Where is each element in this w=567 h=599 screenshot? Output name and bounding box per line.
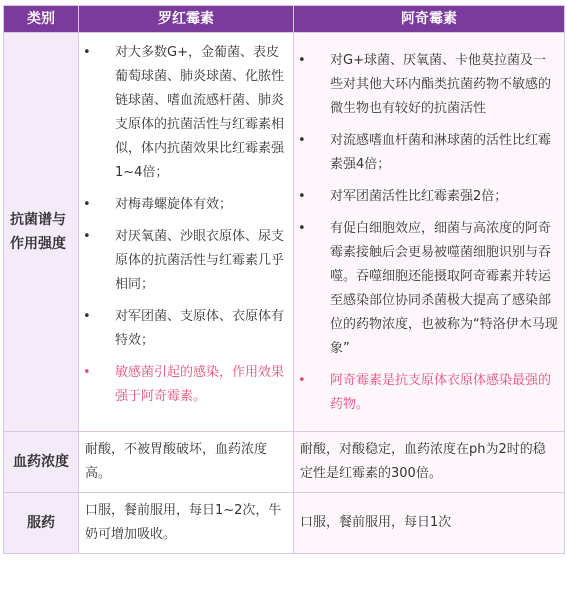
bullet-icon: •	[83, 197, 91, 212]
bullet-icon: •	[298, 53, 306, 68]
list-item: • 对军团菌、支原体、衣原体有特效；	[83, 305, 287, 353]
table-header-row	[4, 6, 565, 33]
bullet-icon: •	[83, 309, 91, 324]
list-item: • 对军团菌活性比红霉素强2倍；	[298, 185, 558, 209]
roxithromycin-dosing-cell: 口服，餐前服用，每日1~2次，牛奶可增加吸收。	[79, 493, 294, 554]
roxithromycin-spectrum-cell	[79, 33, 294, 432]
roxithromycin-blood-cell: 耐酸，不被胃酸破坏，血药浓度高。	[79, 432, 294, 493]
list-item: • 有促白细胞效应，细菌与高浓度的阿奇霉素接触后会更易被噬菌细胞识别与吞噬。吞噬细胞还能摄取阿奇霉素并转运至感染部位协同杀菌极大提高了感染部位的药物浓度，也被称为“特洛伊木马现象”	[298, 217, 558, 361]
list-item: • 对大多数G+，金葡菌、表皮葡萄球菌、肺炎球菌、化脓性链球菌、嗜血流感杆菌、肺炎支原体的抗菌活性与红霉素相似，体内抗菌效果比红霉素强1~4倍；	[83, 41, 287, 185]
list-item-highlight: • 阿奇霉素是抗支原体衣原体感染最强的药物。	[298, 369, 558, 417]
list-item: • 对G+球菌、厌氧菌、卡他莫拉菌及一些对其他大环内酯类抗菌药物不敏感的微生物也有较好的抗菌活性	[298, 49, 558, 121]
bullet-icon: •	[83, 229, 91, 244]
azithromycin-spectrum-list	[294, 33, 564, 431]
azithromycin-spectrum-cell	[294, 33, 565, 432]
category-dosing: 服药	[4, 493, 79, 554]
table-row-blood-concentration	[4, 432, 565, 493]
header-category: 类别	[4, 6, 79, 33]
bullet-icon: •	[298, 221, 306, 236]
header-azithromycin: 阿奇霉素	[294, 6, 565, 33]
table-row-dosing	[4, 493, 565, 554]
list-item-highlight: • 敏感菌引起的感染，作用效果强于阿奇霉素。	[83, 361, 287, 409]
azithromycin-blood-cell: 耐酸，对酸稳定，血药浓度在ph为2时的稳定性是红霉素的300倍。	[294, 432, 565, 493]
list-item: • 对梅毒螺旋体有效；	[83, 193, 287, 217]
bullet-icon: •	[298, 373, 306, 388]
list-item: • 对流感嗜血杆菌和淋球菌的活性比红霉素强4倍；	[298, 129, 558, 177]
azithromycin-dosing-cell: 口服，餐前服用，每日1次	[294, 493, 565, 554]
table-row-spectrum	[4, 33, 565, 432]
comparison-table-wrapper	[3, 5, 564, 554]
bullet-icon: •	[298, 133, 306, 148]
header-roxithromycin: 罗红霉素	[79, 6, 294, 33]
roxithromycin-spectrum-list	[79, 33, 293, 423]
category-spectrum: 抗菌谱与作用强度	[4, 33, 79, 432]
bullet-icon: •	[83, 45, 91, 60]
list-item: • 对厌氧菌、沙眼衣原体、尿支原体的抗菌活性与红霉素几乎相同；	[83, 225, 287, 297]
comparison-table	[3, 5, 565, 554]
bullet-icon: •	[83, 365, 91, 380]
category-blood-concentration: 血药浓度	[4, 432, 79, 493]
bullet-icon: •	[298, 189, 306, 204]
